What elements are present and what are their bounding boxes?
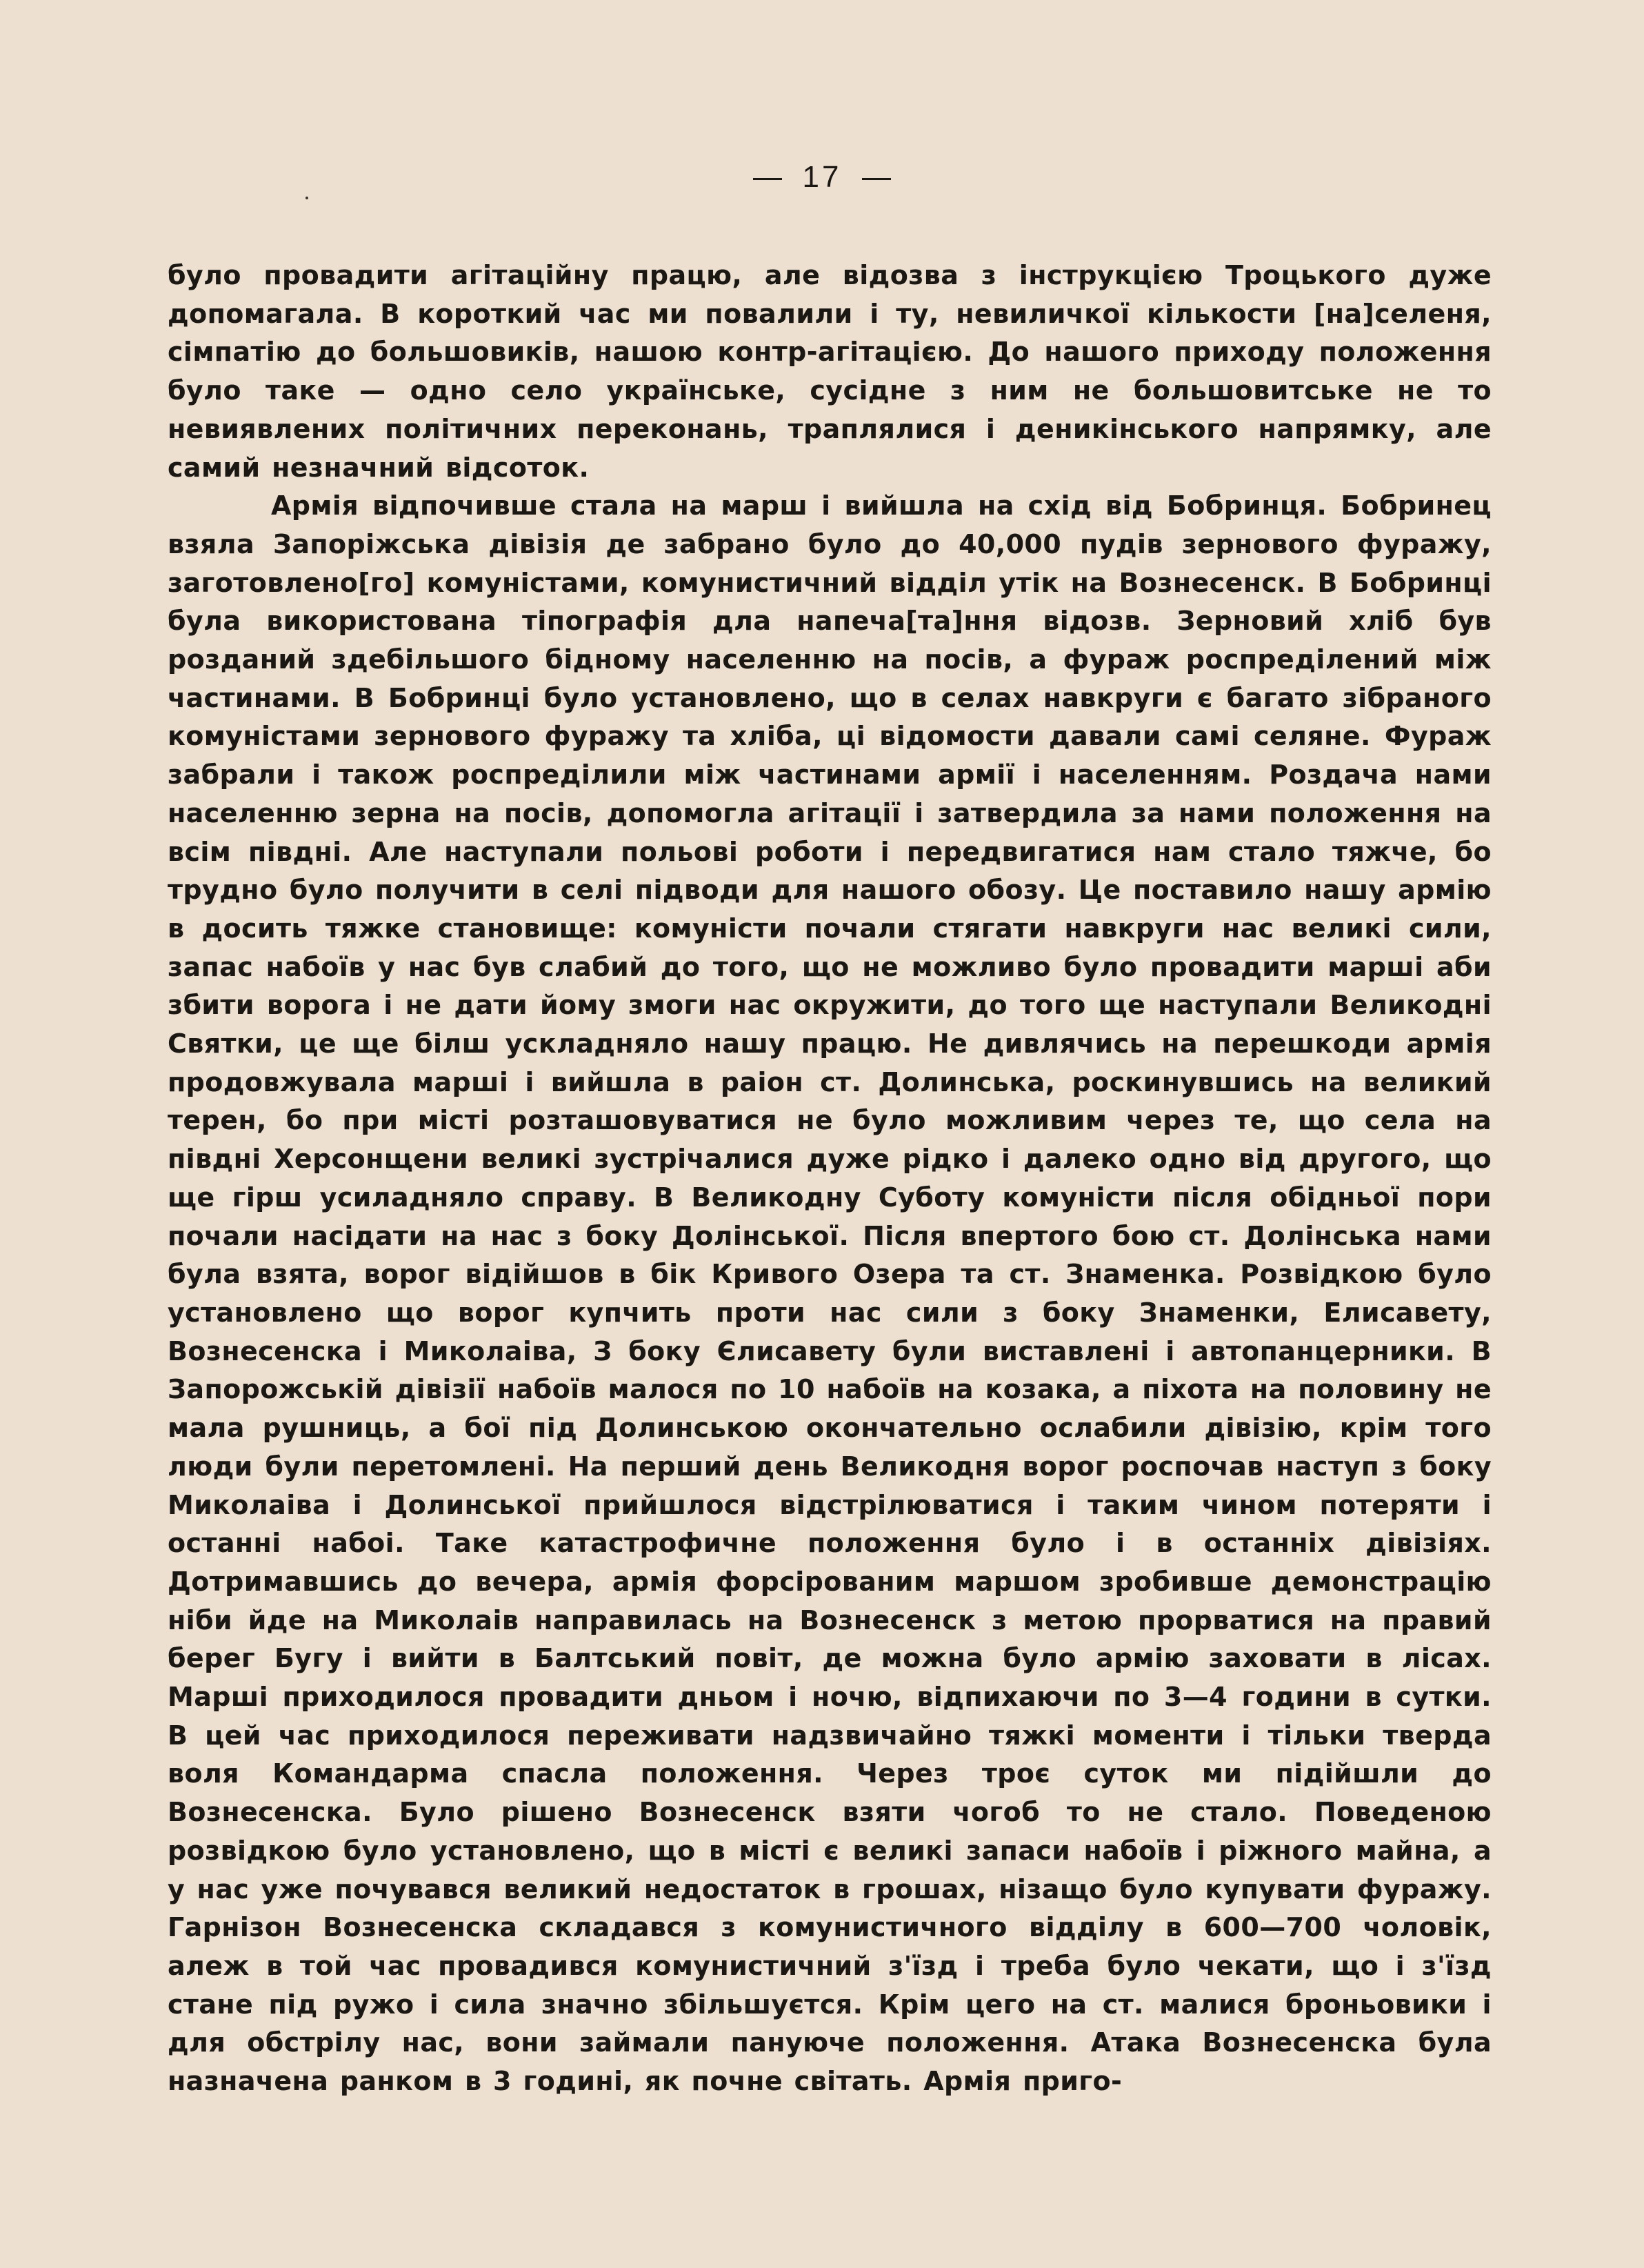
paragraph-continuation: було провадити агітаційну працю, але відозва з інструкцією Троцького дуже допомагала. В короткий час ми повалили і ту, невиличкої кількости [на]селеня, сімпатію до большовиків, нашою контр-агітацією. До нашого приходу положення було таке — одно село українське, сусідне з ним не большовитське не то невиявлених політичних переконань, траплялися і деникінського напрямку, але самий незначний відсоток. bbox=[168, 260, 1492, 483]
body-text bbox=[168, 257, 1492, 2101]
page-number-dash-right bbox=[862, 178, 891, 180]
paragraph-army-march: Армія відпочивше стала на марш і вийшла на схід від Бобринця. Бобринец взяла Запоріжська дівізія де забрано було до 40,000 пудів зернового фуражу, заготовлено[го] комуністами, комунистичний відділ утік на Вознесенск. В Бобринці була використована тіпографія дла напеча[та]ння відозв. Зерновий хліб був розданий здебільшого бідному населенню на посів, а фураж роспреділений між частинами. В Бобринці було установлено, що в селах навкруги є багато зібраного комуністами зернового фуражу та хліба, ці відомости давали самі селяне. Фураж забрали і також роспреділили між частинами армії і населенням. Роздача нами населенню зерна на посів, допомогла агітації і затвердила за нами положення на всім півдні. Але наступали польові роботи і передвигатися нам стало тяжче, бо трудно було получити в селі підводи для нашого обозу. Це поставило нашу армію в досить тяжке становище: комуністи почали стягати навкруги нас великі сили, запас набоїв у нас був слабий до того, що не можливо було провадити марші аби збити ворога і не дати йому змоги нас окружити, до того ще наступали Великодні Святки, це ще білш ускладняло нашу працю. Не дивлячись на перешкоди армія продовжувала марші і вийшла в раіон ст. Долинська, роскинувшись на великий терен, бо при місті розташовуватися не було можливим через те, що села на півдні Херсонщени великі зустрічалися дуже рідко і далеко одно від другого, що ще гірш усиладняло справу. В Великодну Суботу комуністи після обідньої пори почали насідати на нас з боку Долінської. Після впертого бою ст. Долінська нами була взята, ворог відійшов в бік Кривого Озера та ст. Знаменка. Розвідкою було установлено що ворог купчить проти нас сили з боку Знаменки, Елисавету, Вознесенска і Миколаіва, З боку Єлисавету були виставлені і автопанцерники. В Запорожській дівізії набоїв малося по 10 набоїв на козака, а піхота на половину не мала рушниць, а бої під Долинською окончательно ослабили дівізію, крім того люди були перетомлені. На перший день Великодня ворог роспочав наступ з боку Миколаіва і Долинської прийшлося відстрілюватися і таким чином потеряти і останні набоі. Таке катастрофичне положення було і в останніх дівізіях. Дотримавшись до вечера, армія форсірованим маршом зробивше демонстрацію ніби йде на Миколаів направилась на Вознесенск з метою прорватися на правий берег Бугу і вийти в Балтський повіт, де можна було армію заховати в лісах. Марші приходилося провадити дньом і ночю, відпихаючи по 3—4 години в сутки. В цей час приходилося переживати надзвичайно тяжкі моменти і тільки тверда воля Командарма спасла положення. Через троє суток ми підійшли до Вознесенска. Було рішено Вознесенск взяти чогоб то не стало. Поведеною розвідкою було установлено, що в місті є великі запаси набоїв і ріжного майна, а у нас уже почувався великий недостаток в грошах, нізащо було купувати фуражу. Гарнізон Вознесенска складався з комунистичного відділу в 600—700 чоловік, алеж в той час провадився комунистичний з'їзд і треба було чекати, що і з'їзд стане під ружо і сила значно збільшуєтся. Крім цего на ст. малися броньовики і для обстрілу нас, вони займали пануюче положення. Атака Вознесенска була назначена ранком в 3 годині, як почне світать. Армія пригo- bbox=[168, 490, 1492, 2097]
page-number bbox=[0, 160, 1644, 195]
page-number-value: 17 bbox=[802, 160, 842, 194]
page-number-dash-left bbox=[753, 178, 782, 180]
print-speck bbox=[305, 197, 308, 199]
